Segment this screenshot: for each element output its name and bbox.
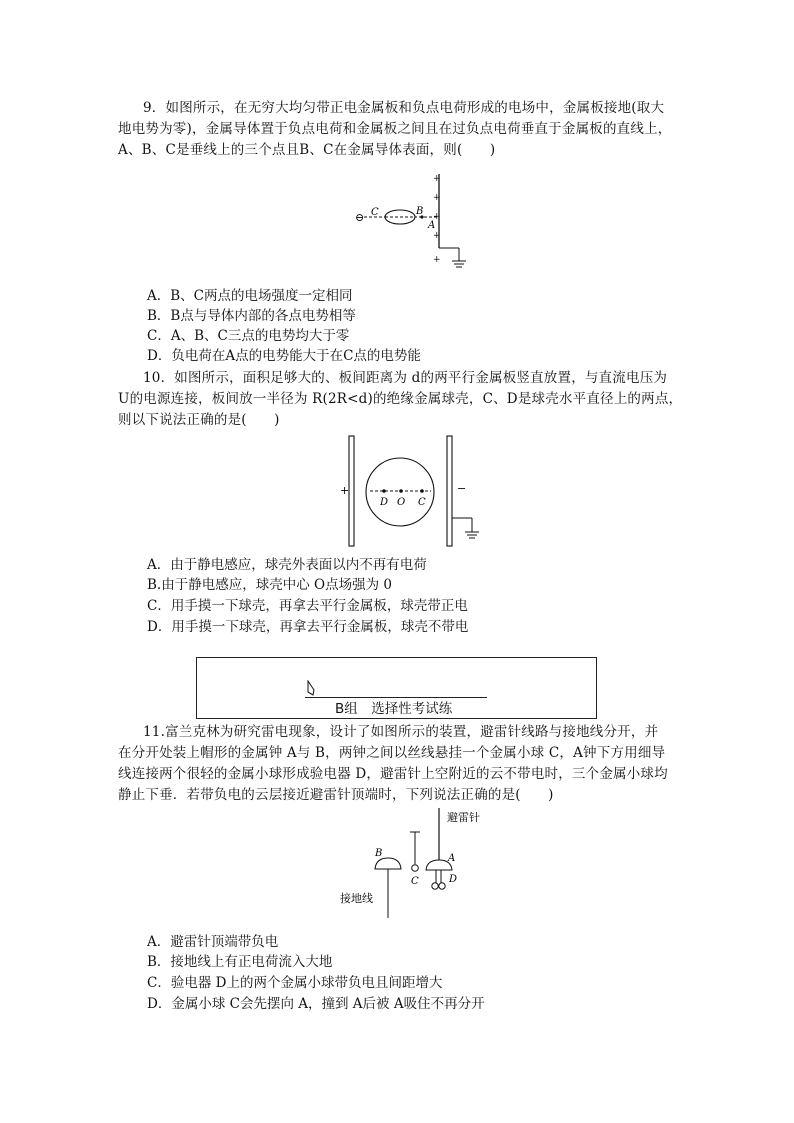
q10-line-2: U的电源连接，板间放一半径为 R(2R<d)的绝缘金属球壳，C、D是球壳水平直径上的两点，: [118, 391, 683, 407]
q9-line-1: 9．如图所示，在无穷大均匀带正电金属板和负点电荷形成的电场中，金属板接地(取大: [143, 100, 665, 116]
pencil-icon: [305, 680, 319, 696]
q11-line-3: 线连接两个很轻的金属小球形成验电器 D，避雷针上空附近的云不带电时，三个金属小球均: [118, 766, 668, 782]
label-b: B: [416, 206, 424, 217]
left-plate: [349, 436, 354, 546]
minus-sign: −: [457, 482, 467, 495]
q9-option-c[interactable]: C．A、B、C三点的电势均大于零: [147, 328, 350, 344]
point-d: [382, 489, 386, 493]
q10-line-3: 则以下说法正确的是( ): [118, 412, 280, 428]
q11-option-d[interactable]: D．金属小球 C会先摆向 A，撞到 A后被 A吸住不再分开: [147, 996, 485, 1012]
section-rule: [305, 697, 487, 698]
label-a: A: [428, 220, 436, 231]
q9-option-d[interactable]: D．负电荷在A点的电势能大于在C点的电势能: [147, 348, 421, 364]
q11-figure: [335, 804, 505, 922]
label-d: D: [380, 497, 389, 508]
q10-line-1: 10．如图所示，面积足够大的、板间距离为 d的两平行金属板竖直放置，与直流电压为: [143, 370, 668, 386]
q9-option-b[interactable]: B．B点与导体内部的各点电势相等: [147, 308, 356, 324]
label-c: C: [411, 876, 419, 887]
point-o: [399, 489, 403, 493]
q10-figure: [330, 432, 485, 550]
ball-c: [412, 865, 419, 872]
label-a: A: [448, 853, 456, 864]
right-plate: [447, 436, 452, 546]
q10-option-c[interactable]: C．用手摸一下球壳，再拿去平行金属板，球壳带正电: [147, 598, 468, 614]
q9-figure: [350, 168, 475, 273]
label-b: B: [375, 848, 383, 859]
point-c: [420, 489, 424, 493]
q9-line-2: 地电势为零)，金属导体置于负点电荷和金属板之间且在过负点电荷垂直于金属板的直线上，: [118, 121, 672, 137]
plus-sign: +: [340, 484, 350, 497]
ground-symbol: [452, 261, 466, 267]
lightning-rod-label: 避雷针: [447, 811, 480, 824]
q11-line-4: 静止下垂．若带负电的云层接近避雷针顶端时，下列说法正确的是( ): [118, 787, 554, 803]
q9-line-3: A、B、C是垂线上的三个点且B、C在金属导体表面，则( ): [118, 142, 496, 158]
q11-option-b[interactable]: B．接地线上有正电荷流入大地: [147, 954, 333, 970]
negative-charge: ⊖: [355, 211, 365, 224]
q10-option-a[interactable]: A．由于静电感应，球壳外表面以内不再有电荷: [147, 557, 427, 573]
q9-option-a[interactable]: A．B、C两点的电场强度一定相同: [147, 288, 353, 304]
plus-sign: +: [433, 193, 441, 203]
plus-sign: +: [433, 212, 441, 222]
bell-b: [375, 858, 401, 869]
ground-wire-label: 接地线: [340, 892, 373, 905]
label-d: D: [449, 874, 458, 885]
q10-option-b[interactable]: B.由于静电感应，球壳中心 O点场强为 0: [147, 577, 392, 593]
label-o: O: [397, 497, 406, 508]
section-title: B组 选择性考试练: [335, 701, 453, 717]
q11-line-1: 11.富兰克林为研究雷电现象，设计了如图所示的装置，避雷针线路与接地线分开，并: [143, 724, 659, 740]
plus-sign: +: [433, 255, 441, 265]
electroscope-ball: [439, 883, 445, 889]
label-c: C: [418, 497, 426, 508]
plus-sign: +: [433, 231, 441, 241]
q11-option-c[interactable]: C．验电器 D上的两个金属小球带负电且间距增大: [147, 975, 443, 991]
label-c: C: [371, 207, 379, 218]
ground-symbol: [465, 532, 479, 538]
q10-option-d[interactable]: D．用手摸一下球壳，再拿去平行金属板，球壳不带电: [147, 619, 469, 635]
q11-line-2: 在分开处装上帽形的金属钟 A与 B，两钟之间以丝线悬挂一个金属小球 C，A钟下方用细导: [118, 745, 666, 761]
section-banner: [196, 657, 597, 719]
q11-option-a[interactable]: A．避雷针顶端带负电: [147, 934, 279, 950]
plus-sign: +: [433, 174, 441, 184]
electroscope-ball: [432, 883, 438, 889]
